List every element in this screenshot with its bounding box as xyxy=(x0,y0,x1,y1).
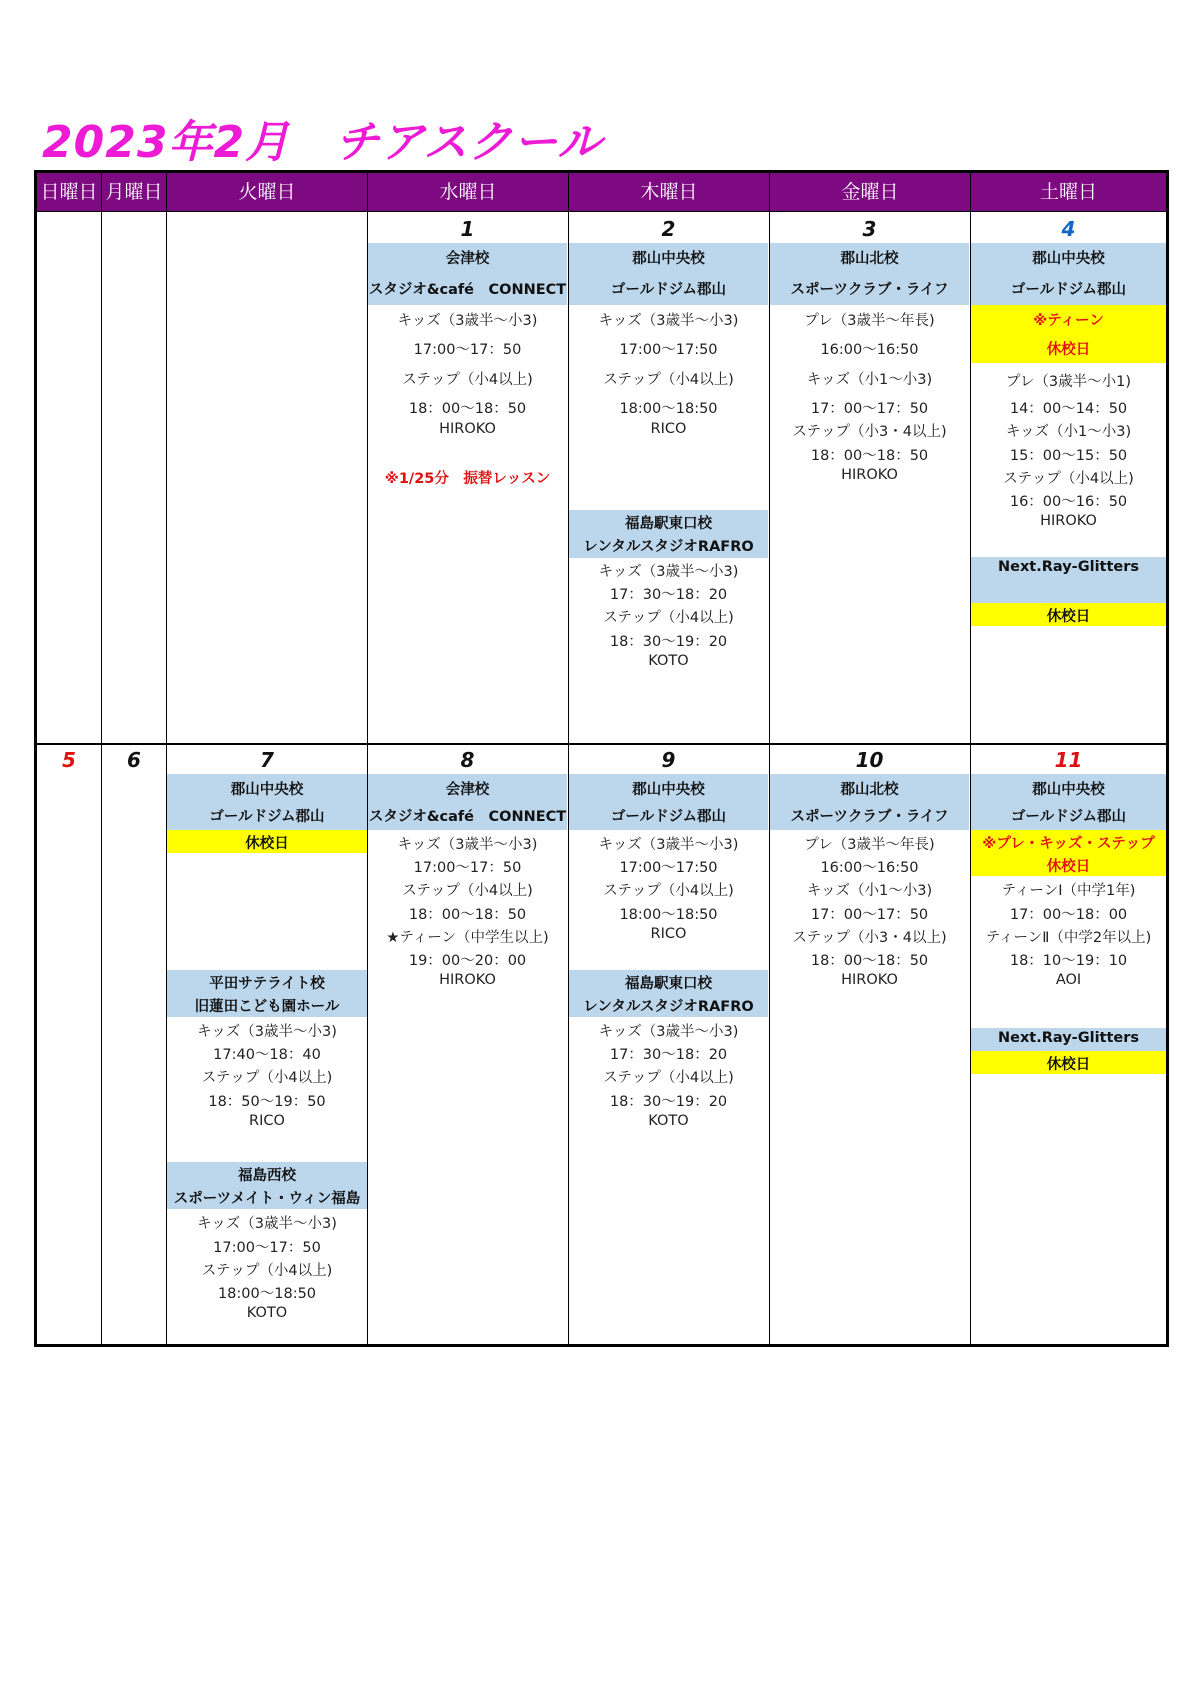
class-line: ステップ（小3・4以上) xyxy=(792,930,947,946)
school-name: 会津校 xyxy=(445,251,490,267)
date-number: 7 xyxy=(260,748,274,772)
date-number: 5 xyxy=(62,748,76,772)
class-line: 18：00～18：50 xyxy=(810,448,929,464)
team-header xyxy=(971,1028,1166,1051)
closure-status: 休校日 xyxy=(1046,342,1091,358)
weekday-sun: 日曜日 xyxy=(40,181,98,203)
closure-status: 休校日 xyxy=(245,836,289,852)
class-line: 17:40～18：40 xyxy=(213,1047,321,1063)
class-line: キッズ（3歳半～小3) xyxy=(397,313,538,329)
class-line: ステップ（小4以上) xyxy=(201,1070,333,1086)
venue-name: スポーツクラブ・ライフ xyxy=(790,809,949,825)
class-line: キッズ（小1～小3) xyxy=(806,372,933,388)
makeup-note: ※1/25分 振替レッスン xyxy=(384,471,551,487)
school-name: 郡山中央校 xyxy=(1032,251,1105,267)
closure-status: 休校日 xyxy=(1046,1057,1091,1073)
class-line: 17:00～17：50 xyxy=(413,342,522,358)
school-header xyxy=(167,774,367,830)
venue-name: 旧蓮田こども園ホール xyxy=(194,999,340,1015)
class-line: 16:00～16:50 xyxy=(820,342,919,358)
team-name: Next.Ray-Glitters xyxy=(997,559,1140,575)
class-line: 17:00～17:50 xyxy=(619,860,718,876)
class-line: ステップ（小4以上) xyxy=(603,1070,734,1086)
class-line: 17:00～17：50 xyxy=(413,860,522,876)
day-cell-6 xyxy=(102,745,166,775)
school-name: 福島駅東口校 xyxy=(625,976,712,992)
class-line: ステップ（小3・4以上) xyxy=(792,424,947,440)
date-number: 6 xyxy=(127,748,141,772)
weekday-sat: 土曜日 xyxy=(1039,181,1097,203)
school-header xyxy=(569,774,768,830)
weekday-tue: 火曜日 xyxy=(238,181,296,203)
venue-name: スタジオ&café CONNECT xyxy=(368,282,567,298)
class-line: キッズ（3歳半～小3) xyxy=(598,1024,739,1040)
day-cell-2 xyxy=(569,212,768,743)
class-line: 18:00～18:50 xyxy=(619,907,718,923)
closure-banner xyxy=(971,603,1166,626)
school-header xyxy=(569,970,768,1017)
venue-name: スポーツクラブ・ライフ xyxy=(790,282,949,298)
venue-name: ゴールドジム郡山 xyxy=(1010,809,1127,825)
instructor: AOI xyxy=(1055,972,1082,988)
class-line: キッズ（小1～小3) xyxy=(1005,424,1132,440)
day-cell-9 xyxy=(569,745,768,1345)
class-line: キッズ（3歳半～小3) xyxy=(197,1216,337,1232)
class-line: 15：00～15：50 xyxy=(1009,448,1128,464)
venue-name: ゴールドジム郡山 xyxy=(610,809,727,825)
calendar-table xyxy=(34,170,1169,1347)
team-name: Next.Ray-Glitters xyxy=(997,1030,1140,1046)
venue-name: スポーツメイト・ウィン福島 xyxy=(173,1191,361,1207)
page-title: 2023年2月 チアスクール xyxy=(42,117,603,168)
class-line: 19：00～20：00 xyxy=(408,953,527,969)
date-number: 1 xyxy=(460,217,475,241)
class-line: 14：00～14：50 xyxy=(1009,401,1128,417)
class-line: キッズ（小1～小3) xyxy=(806,883,933,899)
class-line: 17:00～17:50 xyxy=(619,342,718,358)
day-cell-8 xyxy=(368,745,567,1345)
class-line: ★ティーン（中学生以上) xyxy=(386,930,549,946)
class-line: ステップ（小4以上) xyxy=(1003,471,1134,487)
school-name: 会津校 xyxy=(445,782,490,798)
venue-name: レンタルスタジオRAFRO xyxy=(583,539,754,555)
class-line: 18：50～19：50 xyxy=(208,1094,326,1110)
class-line: 17：00～17：50 xyxy=(810,401,929,417)
school-name: 郡山北校 xyxy=(840,251,899,267)
venue-name: ゴールドジム郡山 xyxy=(610,282,727,298)
weekday-thu: 木曜日 xyxy=(640,181,698,203)
instructor: HIROKO xyxy=(1040,513,1097,529)
school-header xyxy=(569,510,768,558)
date-number: 4 xyxy=(1061,217,1076,241)
class-line: ステップ（小4以上) xyxy=(603,610,734,626)
day-cell-1 xyxy=(368,212,567,743)
class-line: キッズ（3歳半～小3) xyxy=(598,313,739,329)
date-number: 11 xyxy=(1054,748,1083,772)
instructor: RICO xyxy=(249,1113,285,1129)
class-line: 17：30～18：20 xyxy=(609,587,728,603)
instructor: KOTO xyxy=(246,1305,288,1321)
closure-status: 休校日 xyxy=(1046,859,1091,875)
class-line: 16:00～16:50 xyxy=(820,860,919,876)
instructor: HIROKO xyxy=(841,972,898,988)
school-name: 郡山北校 xyxy=(840,782,899,798)
class-line: 17:00～17：50 xyxy=(213,1240,321,1256)
date-number: 3 xyxy=(862,217,877,241)
school-name: 郡山中央校 xyxy=(632,251,705,267)
school-header xyxy=(167,970,367,1017)
instructor: RICO xyxy=(650,421,687,437)
closure-status: 休校日 xyxy=(1046,609,1091,625)
weekday-fri: 金曜日 xyxy=(841,181,899,203)
school-header xyxy=(167,1162,367,1209)
class-line: ステップ（小4以上) xyxy=(402,372,533,388)
class-line: 16：00～16：50 xyxy=(1009,494,1128,510)
closure-banner xyxy=(971,305,1166,363)
venue-name: レンタルスタジオRAFRO xyxy=(583,999,754,1015)
class-line: プレ（3歳半～年長) xyxy=(804,837,935,853)
class-line: プレ（3歳半～年長) xyxy=(804,313,935,329)
closure-note: ※プレ・キッズ・ステップ xyxy=(982,836,1155,852)
venue-name: ゴールドジム郡山 xyxy=(209,809,325,825)
instructor: KOTO xyxy=(648,653,689,669)
school-name: 福島西校 xyxy=(238,1168,296,1184)
date-number: 8 xyxy=(460,748,475,772)
class-line: 17：30～18：20 xyxy=(609,1047,728,1063)
instructor: KOTO xyxy=(648,1113,689,1129)
day-cell-5 xyxy=(37,745,101,775)
day-cell-4 xyxy=(971,212,1166,743)
date-number: 10 xyxy=(855,748,884,772)
day-cell-7 xyxy=(167,745,367,1345)
class-line: 18：10～19：10 xyxy=(1009,953,1128,969)
class-line: 18：00～18：50 xyxy=(408,907,527,923)
class-line: 17：00～18：00 xyxy=(1009,907,1128,923)
instructor: HIROKO xyxy=(439,421,496,437)
school-name: 郡山中央校 xyxy=(632,782,705,798)
class-line: キッズ（3歳半～小3) xyxy=(598,837,739,853)
instructor: RICO xyxy=(650,926,687,942)
school-header xyxy=(770,774,969,830)
school-name: 郡山中央校 xyxy=(230,782,304,798)
class-line: 18：00～18：50 xyxy=(408,401,527,417)
class-line: ステップ（小4以上) xyxy=(201,1263,333,1279)
school-header xyxy=(770,243,969,305)
weekday-header xyxy=(37,173,1166,211)
team-header xyxy=(971,557,1166,603)
class-line: 18：30～19：20 xyxy=(609,634,728,650)
weekday-mon: 月曜日 xyxy=(105,181,163,203)
day-cell-11 xyxy=(971,745,1166,1345)
instructor: HIROKO xyxy=(841,467,898,483)
class-line: 18:00～18:50 xyxy=(217,1286,317,1302)
day-cell-10 xyxy=(770,745,969,1345)
class-line: プレ（3歳半～小1) xyxy=(1005,374,1132,390)
school-name: 郡山中央校 xyxy=(1032,782,1105,798)
venue-name: スタジオ&café CONNECT xyxy=(368,809,567,825)
school-header xyxy=(368,774,567,830)
weekday-wed: 水曜日 xyxy=(439,181,497,203)
class-line: 18:00～18:50 xyxy=(619,401,718,417)
class-line: 18：30～19：20 xyxy=(609,1094,728,1110)
instructor: HIROKO xyxy=(439,972,496,988)
class-line: 17：00～17：50 xyxy=(810,907,929,923)
class-line: ステップ（小4以上) xyxy=(402,883,533,899)
class-line: キッズ（3歳半～小3) xyxy=(598,564,739,580)
venue-name: ゴールドジム郡山 xyxy=(1010,282,1127,298)
class-line: キッズ（3歳半～小3) xyxy=(397,837,538,853)
class-line: ティーンⅠ（中学1年) xyxy=(1001,883,1136,899)
closure-banner xyxy=(971,830,1166,876)
class-line: ティーンⅡ（中学2年以上) xyxy=(985,930,1152,946)
class-line: キッズ（3歳半～小3) xyxy=(197,1024,337,1040)
class-line: ステップ（小4以上) xyxy=(603,883,734,899)
school-header xyxy=(971,774,1166,830)
date-number: 9 xyxy=(661,748,676,772)
closure-banner xyxy=(167,830,367,853)
school-header xyxy=(368,243,567,305)
date-number: 2 xyxy=(661,217,676,241)
closure-note: ※ティーン xyxy=(1033,313,1104,329)
school-header xyxy=(569,243,768,305)
school-name: 福島駅東口校 xyxy=(625,516,712,532)
class-line: 18：00～18：50 xyxy=(810,953,929,969)
class-line: ステップ（小4以上) xyxy=(603,372,734,388)
day-cell-3 xyxy=(770,212,969,743)
school-name: 平田サテライト校 xyxy=(209,976,325,992)
closure-banner xyxy=(971,1051,1166,1074)
school-header xyxy=(971,243,1166,305)
